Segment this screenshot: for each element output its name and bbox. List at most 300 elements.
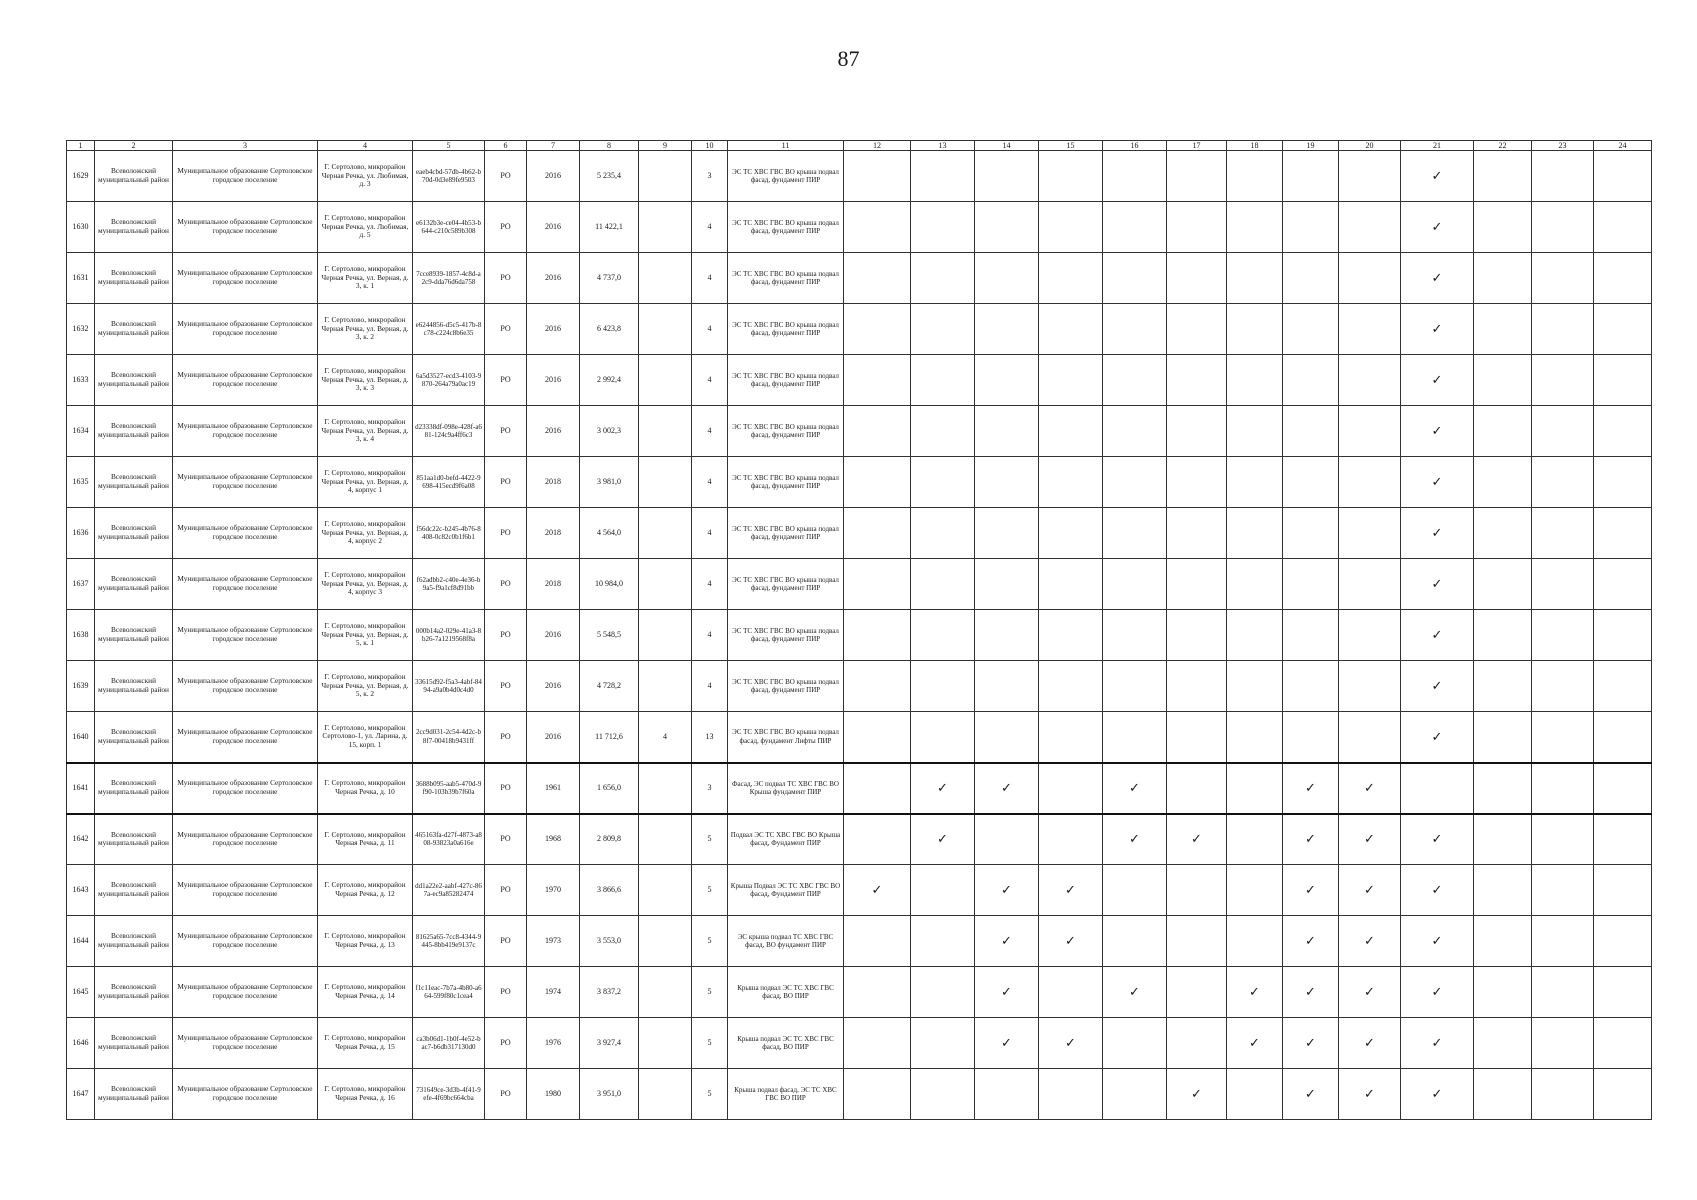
area-cell: 3 981,0 <box>580 457 639 508</box>
work-mark-col-13 <box>911 253 975 304</box>
municipality-cell: Муниципальное образование Сертоловское городское поселение <box>173 253 318 304</box>
column-header-4: 4 <box>318 141 413 151</box>
year-cell: 2016 <box>527 610 580 661</box>
area-cell: 3 951,0 <box>580 1069 639 1120</box>
work-mark-col-18 <box>1227 814 1283 865</box>
work-mark-col-20: ✓ <box>1339 1018 1401 1069</box>
work-mark-col-19: ✓ <box>1283 1069 1339 1120</box>
column-header-15: 15 <box>1039 141 1103 151</box>
works-list-cell: ЭС ТС ХВС ГВС ВО крыша подвал фасад, фундамент ПИР <box>728 406 844 457</box>
district-cell: Всеволожский муниципальный район <box>95 304 173 355</box>
work-mark-col-22 <box>1474 559 1532 610</box>
work-mark-col-22 <box>1474 355 1532 406</box>
year-cell: 2018 <box>527 559 580 610</box>
work-mark-col-19: ✓ <box>1283 865 1339 916</box>
fund-type-cell: РО <box>485 763 527 814</box>
row-number-cell: 1645 <box>67 967 95 1018</box>
work-mark-col-22 <box>1474 712 1532 763</box>
work-mark-col-13 <box>911 661 975 712</box>
district-cell: Всеволожский муниципальный район <box>95 406 173 457</box>
col9-cell: 4 <box>639 712 692 763</box>
work-mark-col-17 <box>1167 1018 1227 1069</box>
work-mark-col-15 <box>1039 406 1103 457</box>
work-mark-col-20: ✓ <box>1339 967 1401 1018</box>
work-mark-col-12 <box>844 1069 911 1120</box>
col10-cell: 5 <box>692 814 728 865</box>
work-mark-col-13 <box>911 508 975 559</box>
work-mark-col-13 <box>911 202 975 253</box>
work-mark-col-18: ✓ <box>1227 967 1283 1018</box>
fund-type-cell: РО <box>485 610 527 661</box>
work-mark-col-17 <box>1167 253 1227 304</box>
work-mark-col-20 <box>1339 355 1401 406</box>
col9-cell <box>639 508 692 559</box>
col9-cell <box>639 661 692 712</box>
table-row <box>67 763 1652 814</box>
work-mark-col-21: ✓ <box>1401 508 1474 559</box>
col10-cell: 4 <box>692 406 728 457</box>
year-cell: 2016 <box>527 355 580 406</box>
work-mark-col-23 <box>1532 661 1594 712</box>
address-cell: Г. Сертолово, микрорайон Черная Речка, ул. Верная, д. 5, к. 1 <box>318 610 413 661</box>
col10-cell: 5 <box>692 916 728 967</box>
address-cell: Г. Сертолово, микрорайон Черная Речка, ул. Верная, д. 4, корпус 3 <box>318 559 413 610</box>
work-mark-col-15 <box>1039 1069 1103 1120</box>
guid-cell: 731649ce-3d3b-4f41-9efe-4f69bc664cba <box>413 1069 485 1120</box>
work-mark-col-17 <box>1167 559 1227 610</box>
work-mark-col-15 <box>1039 814 1103 865</box>
work-mark-col-19: ✓ <box>1283 814 1339 865</box>
work-mark-col-22 <box>1474 763 1532 814</box>
row-number-cell: 1629 <box>67 151 95 202</box>
col9-cell <box>639 865 692 916</box>
table-row <box>67 355 1652 406</box>
work-mark-col-23 <box>1532 916 1594 967</box>
work-mark-col-24 <box>1594 661 1652 712</box>
work-mark-col-18 <box>1227 151 1283 202</box>
area-cell: 3 553,0 <box>580 916 639 967</box>
work-mark-col-19 <box>1283 151 1339 202</box>
area-cell: 2 992,4 <box>580 355 639 406</box>
work-mark-col-21: ✓ <box>1401 1018 1474 1069</box>
work-mark-col-17 <box>1167 151 1227 202</box>
work-mark-col-19 <box>1283 457 1339 508</box>
work-mark-col-16 <box>1103 916 1167 967</box>
col10-cell: 4 <box>692 508 728 559</box>
col9-cell <box>639 253 692 304</box>
table-row <box>67 202 1652 253</box>
district-cell: Всеволожский муниципальный район <box>95 763 173 814</box>
work-mark-col-17 <box>1167 865 1227 916</box>
work-mark-col-18 <box>1227 1069 1283 1120</box>
work-mark-col-19 <box>1283 661 1339 712</box>
address-cell: Г. Сертолово, микрорайон Черная Речка, ул. Верная, д. 3, к. 3 <box>318 355 413 406</box>
district-cell: Всеволожский муниципальный район <box>95 1018 173 1069</box>
address-cell: Г. Сертолово, микрорайон Сертолово-1, ул. Ларина, д. 15, корп. 1 <box>318 712 413 763</box>
fund-type-cell: РО <box>485 712 527 763</box>
municipality-cell: Муниципальное образование Сертоловское городское поселение <box>173 151 318 202</box>
guid-cell: ca3b06d1-1b0f-4e52-bac7-b6db317130d0 <box>413 1018 485 1069</box>
work-mark-col-17 <box>1167 304 1227 355</box>
work-mark-col-23 <box>1532 1018 1594 1069</box>
district-cell: Всеволожский муниципальный район <box>95 712 173 763</box>
work-mark-col-12 <box>844 151 911 202</box>
area-cell: 11 422,1 <box>580 202 639 253</box>
work-mark-col-20 <box>1339 559 1401 610</box>
work-mark-col-16: ✓ <box>1103 967 1167 1018</box>
year-cell: 2016 <box>527 406 580 457</box>
table-row <box>67 508 1652 559</box>
area-cell: 3 002,3 <box>580 406 639 457</box>
work-mark-col-23 <box>1532 967 1594 1018</box>
work-mark-col-18 <box>1227 559 1283 610</box>
row-number-cell: 1642 <box>67 814 95 865</box>
year-cell: 2016 <box>527 661 580 712</box>
works-list-cell: Подвал ЭС ТС ХВС ГВС ВО Крыша фасад, Фундамент ПИР <box>728 814 844 865</box>
work-mark-col-13: ✓ <box>911 814 975 865</box>
col9-cell <box>639 406 692 457</box>
work-mark-col-21: ✓ <box>1401 967 1474 1018</box>
work-mark-col-15 <box>1039 304 1103 355</box>
district-cell: Всеволожский муниципальный район <box>95 559 173 610</box>
work-mark-col-14: ✓ <box>975 967 1039 1018</box>
work-mark-col-24 <box>1594 916 1652 967</box>
work-mark-col-23 <box>1532 202 1594 253</box>
municipality-cell: Муниципальное образование Сертоловское городское поселение <box>173 661 318 712</box>
col9-cell <box>639 202 692 253</box>
address-cell: Г. Сертолово, микрорайон Черная Речка, ул. Верная, д. 5, к. 2 <box>318 661 413 712</box>
work-mark-col-21: ✓ <box>1401 661 1474 712</box>
work-mark-col-18 <box>1227 457 1283 508</box>
area-cell: 4 728,2 <box>580 661 639 712</box>
fund-type-cell: РО <box>485 661 527 712</box>
area-cell: 11 712,6 <box>580 712 639 763</box>
work-mark-col-23 <box>1532 865 1594 916</box>
year-cell: 1973 <box>527 916 580 967</box>
column-header-2: 2 <box>95 141 173 151</box>
capital-repair-register-table <box>66 140 1652 1120</box>
work-mark-col-24 <box>1594 1069 1652 1120</box>
work-mark-col-15: ✓ <box>1039 865 1103 916</box>
area-cell: 4 737,0 <box>580 253 639 304</box>
work-mark-col-23 <box>1532 559 1594 610</box>
work-mark-col-12 <box>844 406 911 457</box>
work-mark-col-17 <box>1167 202 1227 253</box>
column-header-22: 22 <box>1474 141 1532 151</box>
work-mark-col-18 <box>1227 763 1283 814</box>
guid-cell: 851aa1d0-befd-4422-9698-415ecd9f6a08 <box>413 457 485 508</box>
col10-cell: 3 <box>692 763 728 814</box>
area-cell: 2 809,8 <box>580 814 639 865</box>
work-mark-col-19 <box>1283 559 1339 610</box>
column-header-11: 11 <box>728 141 844 151</box>
table-row <box>67 253 1652 304</box>
work-mark-col-13 <box>911 304 975 355</box>
work-mark-col-23 <box>1532 763 1594 814</box>
address-cell: Г. Сертолово, микрорайон Черная Речка, ул. Верная, д. 4, корпус 1 <box>318 457 413 508</box>
work-mark-col-12 <box>844 304 911 355</box>
work-mark-col-17: ✓ <box>1167 1069 1227 1120</box>
work-mark-col-23 <box>1532 712 1594 763</box>
area-cell: 3 837,2 <box>580 967 639 1018</box>
guid-cell: 6a5d3527-ecd3-4103-9870-264a79a0ac19 <box>413 355 485 406</box>
work-mark-col-20 <box>1339 406 1401 457</box>
work-mark-col-22 <box>1474 457 1532 508</box>
address-cell: Г. Сертолово, микрорайон Черная Речка, ул. Верная, д. 3, к. 1 <box>318 253 413 304</box>
work-mark-col-14 <box>975 253 1039 304</box>
col10-cell: 4 <box>692 610 728 661</box>
work-mark-col-13 <box>911 1069 975 1120</box>
work-mark-col-13 <box>911 610 975 661</box>
table-row <box>67 967 1652 1018</box>
work-mark-col-20 <box>1339 457 1401 508</box>
work-mark-col-19 <box>1283 202 1339 253</box>
district-cell: Всеволожский муниципальный район <box>95 253 173 304</box>
row-number-cell: 1647 <box>67 1069 95 1120</box>
work-mark-col-13 <box>911 355 975 406</box>
work-mark-col-14 <box>975 814 1039 865</box>
work-mark-col-23 <box>1532 406 1594 457</box>
work-mark-col-16 <box>1103 457 1167 508</box>
guid-cell: 2cc9d031-2c54-4d2c-b8f7-00418b9431ff <box>413 712 485 763</box>
work-mark-col-24 <box>1594 253 1652 304</box>
work-mark-col-22 <box>1474 610 1532 661</box>
work-mark-col-14 <box>975 355 1039 406</box>
work-mark-col-12 <box>844 661 911 712</box>
work-mark-col-23 <box>1532 304 1594 355</box>
col10-cell: 4 <box>692 355 728 406</box>
works-list-cell: ЭС ТС ХВС ГВС ВО крыша подвал фасад, фундамент ПИР <box>728 253 844 304</box>
column-header-21: 21 <box>1401 141 1474 151</box>
municipality-cell: Муниципальное образование Сертоловское городское поселение <box>173 457 318 508</box>
table-row <box>67 814 1652 865</box>
work-mark-col-17 <box>1167 406 1227 457</box>
municipality-cell: Муниципальное образование Сертоловское городское поселение <box>173 508 318 559</box>
column-header-8: 8 <box>580 141 639 151</box>
work-mark-col-20: ✓ <box>1339 865 1401 916</box>
guid-cell: e6244856-d5c5-417b-8c78-c224c8b6e35 <box>413 304 485 355</box>
col9-cell <box>639 814 692 865</box>
address-cell: Г. Сертолово, микрорайон Черная Речка, ул. Любимая, д. 5 <box>318 202 413 253</box>
works-list-cell: Крыша подвал ЭС ТС ХВС ГВС фасад, ВО ПИР <box>728 967 844 1018</box>
work-mark-col-24 <box>1594 865 1652 916</box>
work-mark-col-20 <box>1339 304 1401 355</box>
work-mark-col-16 <box>1103 151 1167 202</box>
row-number-cell: 1637 <box>67 559 95 610</box>
work-mark-col-24 <box>1594 1018 1652 1069</box>
work-mark-col-18 <box>1227 712 1283 763</box>
work-mark-col-20 <box>1339 661 1401 712</box>
fund-type-cell: РО <box>485 559 527 610</box>
work-mark-col-22 <box>1474 865 1532 916</box>
work-mark-col-24 <box>1594 712 1652 763</box>
works-list-cell: ЭС ТС ХВС ГВС ВО крыша подвал фасад, фундамент ПИР <box>728 151 844 202</box>
area-cell: 10 984,0 <box>580 559 639 610</box>
work-mark-col-12 <box>844 1018 911 1069</box>
fund-type-cell: РО <box>485 355 527 406</box>
work-mark-col-19: ✓ <box>1283 916 1339 967</box>
work-mark-col-19 <box>1283 355 1339 406</box>
column-header-13: 13 <box>911 141 975 151</box>
work-mark-col-16: ✓ <box>1103 814 1167 865</box>
work-mark-col-24 <box>1594 508 1652 559</box>
column-header-18: 18 <box>1227 141 1283 151</box>
year-cell: 2018 <box>527 508 580 559</box>
year-cell: 2016 <box>527 253 580 304</box>
col10-cell: 4 <box>692 304 728 355</box>
work-mark-col-15 <box>1039 202 1103 253</box>
guid-cell: 465163fa-d27f-4873-a808-93823a0a616e <box>413 814 485 865</box>
table-row <box>67 661 1652 712</box>
work-mark-col-12 <box>844 916 911 967</box>
municipality-cell: Муниципальное образование Сертоловское городское поселение <box>173 1069 318 1120</box>
district-cell: Всеволожский муниципальный район <box>95 865 173 916</box>
work-mark-col-24 <box>1594 202 1652 253</box>
work-mark-col-21 <box>1401 763 1474 814</box>
col10-cell: 3 <box>692 151 728 202</box>
col10-cell: 5 <box>692 967 728 1018</box>
col10-cell: 4 <box>692 202 728 253</box>
work-mark-col-16 <box>1103 610 1167 661</box>
work-mark-col-21: ✓ <box>1401 406 1474 457</box>
fund-type-cell: РО <box>485 1069 527 1120</box>
column-header-3: 3 <box>173 141 318 151</box>
work-mark-col-20 <box>1339 712 1401 763</box>
address-cell: Г. Сертолово, микрорайон Черная Речка, ул. Верная, д. 3, к. 2 <box>318 304 413 355</box>
column-number-header <box>67 141 1652 151</box>
year-cell: 1968 <box>527 814 580 865</box>
work-mark-col-16 <box>1103 406 1167 457</box>
guid-cell: 81625a65-7cc8-4344-9445-8bb419e9137c <box>413 916 485 967</box>
municipality-cell: Муниципальное образование Сертоловское городское поселение <box>173 559 318 610</box>
work-mark-col-21: ✓ <box>1401 916 1474 967</box>
year-cell: 2016 <box>527 202 580 253</box>
work-mark-col-22 <box>1474 916 1532 967</box>
work-mark-col-18 <box>1227 355 1283 406</box>
work-mark-col-16 <box>1103 559 1167 610</box>
register-body <box>67 151 1652 1120</box>
work-mark-col-18 <box>1227 202 1283 253</box>
work-mark-col-17 <box>1167 916 1227 967</box>
row-number-cell: 1644 <box>67 916 95 967</box>
year-cell: 1976 <box>527 1018 580 1069</box>
district-cell: Всеволожский муниципальный район <box>95 355 173 406</box>
work-mark-col-16 <box>1103 253 1167 304</box>
col9-cell <box>639 355 692 406</box>
work-mark-col-23 <box>1532 151 1594 202</box>
work-mark-col-14 <box>975 457 1039 508</box>
work-mark-col-18 <box>1227 610 1283 661</box>
work-mark-col-22 <box>1474 253 1532 304</box>
works-list-cell: Крыша подвал фасад, ЭС ТС ХВС ГВС ВО ПИР <box>728 1069 844 1120</box>
area-cell: 6 423,8 <box>580 304 639 355</box>
work-mark-col-19 <box>1283 253 1339 304</box>
column-header-6: 6 <box>485 141 527 151</box>
works-list-cell: ЭС ТС ХВС ГВС ВО крыша подвал фасад, фундамент ПИР <box>728 559 844 610</box>
municipality-cell: Муниципальное образование Сертоловское городское поселение <box>173 967 318 1018</box>
work-mark-col-13 <box>911 916 975 967</box>
work-mark-col-15 <box>1039 763 1103 814</box>
table-row <box>67 610 1652 661</box>
work-mark-col-12 <box>844 559 911 610</box>
work-mark-col-19 <box>1283 610 1339 661</box>
work-mark-col-17 <box>1167 763 1227 814</box>
district-cell: Всеволожский муниципальный район <box>95 151 173 202</box>
works-list-cell: Крыша подвал ЭС ТС ХВС ГВС фасад, ВО ПИР <box>728 1018 844 1069</box>
column-header-17: 17 <box>1167 141 1227 151</box>
work-mark-col-19 <box>1283 508 1339 559</box>
municipality-cell: Муниципальное образование Сертоловское городское поселение <box>173 814 318 865</box>
row-number-cell: 1639 <box>67 661 95 712</box>
guid-cell: 7cce8939-1857-4c8d-a2c9-dda76d6da758 <box>413 253 485 304</box>
work-mark-col-15 <box>1039 610 1103 661</box>
work-mark-col-19: ✓ <box>1283 967 1339 1018</box>
work-mark-col-20 <box>1339 508 1401 559</box>
column-header-12: 12 <box>844 141 911 151</box>
column-header-19: 19 <box>1283 141 1339 151</box>
work-mark-col-12 <box>844 253 911 304</box>
year-cell: 2016 <box>527 151 580 202</box>
work-mark-col-15: ✓ <box>1039 916 1103 967</box>
work-mark-col-14: ✓ <box>975 865 1039 916</box>
work-mark-col-17 <box>1167 355 1227 406</box>
col9-cell <box>639 967 692 1018</box>
work-mark-col-12 <box>844 712 911 763</box>
work-mark-col-16 <box>1103 661 1167 712</box>
address-cell: Г. Сертолово, микрорайон Черная Речка, ул. Любимая, д. 3 <box>318 151 413 202</box>
work-mark-col-24 <box>1594 967 1652 1018</box>
year-cell: 1970 <box>527 865 580 916</box>
work-mark-col-14 <box>975 304 1039 355</box>
work-mark-col-14 <box>975 661 1039 712</box>
row-number-cell: 1641 <box>67 763 95 814</box>
municipality-cell: Муниципальное образование Сертоловское городское поселение <box>173 1018 318 1069</box>
column-header-5: 5 <box>413 141 485 151</box>
table-row <box>67 916 1652 967</box>
work-mark-col-21: ✓ <box>1401 253 1474 304</box>
table-row <box>67 559 1652 610</box>
works-list-cell: Фасад, ЭС подвал ТС ХВС ГВС ВО Крыша фундамент ПИР <box>728 763 844 814</box>
work-mark-col-20: ✓ <box>1339 814 1401 865</box>
col10-cell: 13 <box>692 712 728 763</box>
works-list-cell: Крыша Подвал ЭС ТС ХВС ГВС ВО фасад, Фундамент ПИР <box>728 865 844 916</box>
municipality-cell: Муниципальное образование Сертоловское городское поселение <box>173 865 318 916</box>
work-mark-col-12 <box>844 457 911 508</box>
district-cell: Всеволожский муниципальный район <box>95 814 173 865</box>
work-mark-col-16 <box>1103 865 1167 916</box>
address-cell: Г. Сертолово, микрорайон Черная Речка, д. 16 <box>318 1069 413 1120</box>
work-mark-col-12 <box>844 967 911 1018</box>
col9-cell <box>639 304 692 355</box>
municipality-cell: Муниципальное образование Сертоловское городское поселение <box>173 406 318 457</box>
col10-cell: 5 <box>692 865 728 916</box>
work-mark-col-23 <box>1532 253 1594 304</box>
work-mark-col-15: ✓ <box>1039 1018 1103 1069</box>
year-cell: 2016 <box>527 712 580 763</box>
district-cell: Всеволожский муниципальный район <box>95 661 173 712</box>
work-mark-col-24 <box>1594 406 1652 457</box>
area-cell: 3 866,6 <box>580 865 639 916</box>
municipality-cell: Муниципальное образование Сертоловское городское поселение <box>173 355 318 406</box>
work-mark-col-17 <box>1167 610 1227 661</box>
work-mark-col-19: ✓ <box>1283 763 1339 814</box>
table-row <box>67 1069 1652 1120</box>
work-mark-col-13: ✓ <box>911 763 975 814</box>
work-mark-col-15 <box>1039 355 1103 406</box>
work-mark-col-13 <box>911 865 975 916</box>
work-mark-col-17 <box>1167 967 1227 1018</box>
work-mark-col-15 <box>1039 151 1103 202</box>
